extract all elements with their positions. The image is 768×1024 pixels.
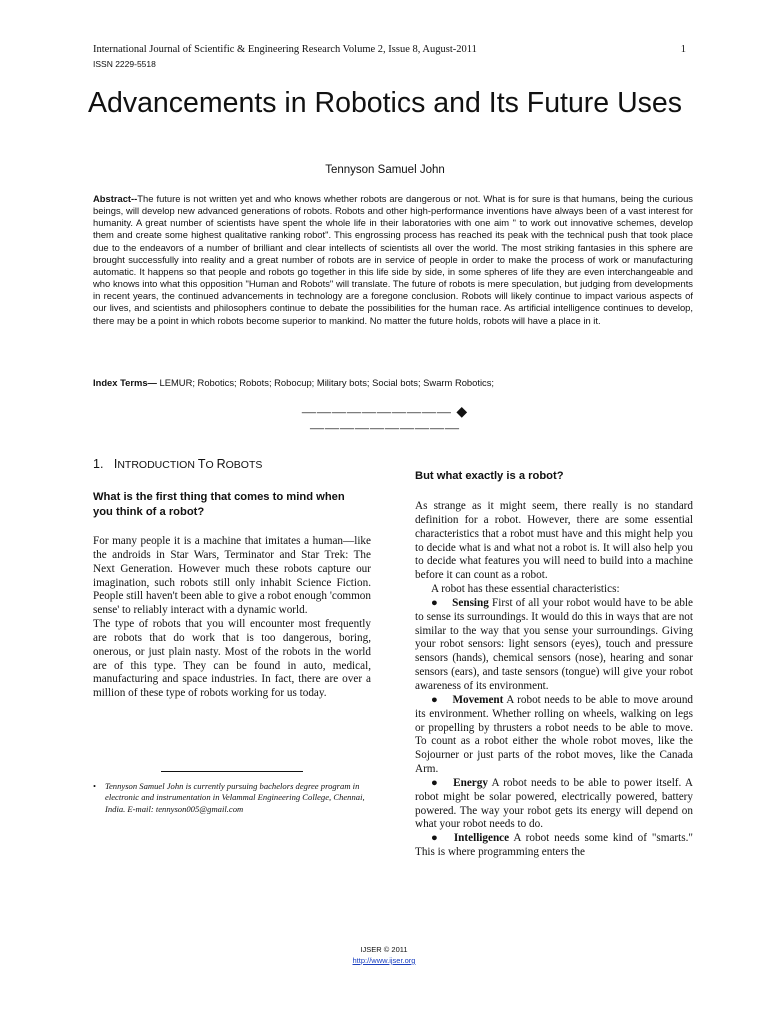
bullet-icon: ● bbox=[431, 832, 440, 845]
list-intro: A robot has these essential characteristics: bbox=[431, 583, 620, 596]
page-number: 1 bbox=[680, 44, 686, 55]
index-terms bbox=[93, 377, 693, 388]
paragraph: As strange as it might seem, there really is no standard definition for a robot. However, there are some essential characteristics that a robot must have and this might help you to decide what is and what not a robot is. It will also help you to decide what features you will need to build into a machine before it can count as a robot. bbox=[415, 500, 693, 582]
section-heading bbox=[93, 457, 262, 471]
copyright: IJSER © 2011 bbox=[360, 945, 408, 954]
list-item-text: A robot needs some kind of "smarts." This is where programming enters the bbox=[415, 832, 693, 859]
section-number: 1. bbox=[93, 457, 104, 471]
section-title-cap: T bbox=[197, 457, 206, 471]
list-item bbox=[415, 694, 693, 777]
section-title-part: OBOTS bbox=[225, 459, 263, 471]
paper-title: Advancements in Robotics and Its Future Uses bbox=[87, 87, 683, 119]
section-title-part: NTRODUCTION bbox=[117, 459, 198, 471]
page-footer bbox=[0, 944, 768, 966]
abstract bbox=[93, 193, 693, 327]
list-item-text: First of all your robot would have to be able to sense its surroundings. It would do this in ways that are not similar to the way that you sense your surroundings. Giving your robot sensors: light sensors (eyes), touch and pressure sensors (hands), chemical sensors (nose), hearing and sonar sensors (ears), and taste sensors (tongue) will give your robot awareness of its environment. bbox=[415, 596, 693, 692]
abstract-text: The future is not written yet and who knows whether robots are dangerous or not. What is for sure is that humans, being the curious beings, will develop new advanced generations of robots. Robots and other high-performance inventions have always been of a vast interest for humanity. A great number of scientists have spent the whole life in their laboratories with one aim " to work out innovative schemes, develop them and create some highest qualitative ranking robot". This engrossing process has reached its peak with the technical push that took place due to the endeavors of a number of brilliant and clear intellects of scientists all over the world. The most striking fantasies in this sphere are brought successfully into reality and a great number of robots are in service of people in order to make the process of work or manufacturing automatic. It happens so that people and robots go together in this life side by side, in some spheres of life they are even interchangeable and who knows into what this opposition "Human and Robots" will translate. The future of robots is mere speculation, but judging from developments in recent years, the continued advancements in technology are a foregone conclusion. Robots will likely continue to impact various aspects of our lives, and scientists and philosophers continue to debate the possibilities for the human race. As artificial intelligence continues to develop, there may be a point in which robots become superior to mankind. No matter the future holds, robots will have a place in it. bbox=[93, 193, 693, 326]
list-item-term: Movement bbox=[452, 693, 504, 706]
list-item-term: Sensing bbox=[452, 596, 489, 609]
paragraph: For many people it is a machine that imitates a human—like the androids in Star Wars, Terminator and Star Trek: The Next Generation. However much these robots capture our imagination, such robots still only inhabit Science Fiction. People still haven't been able to give a robot enough 'common sense' to reliably interact with a dynamic world. bbox=[93, 535, 371, 617]
list-item bbox=[415, 832, 693, 860]
bullet-icon: ● bbox=[431, 596, 439, 609]
section-title-cap: R bbox=[216, 457, 226, 471]
section-title-part: O bbox=[205, 459, 217, 471]
author-footnote bbox=[93, 781, 371, 815]
footnote-bullet-icon: • bbox=[93, 781, 97, 791]
section-title-cap: I bbox=[113, 457, 118, 471]
running-header bbox=[93, 44, 689, 69]
journal-citation: International Journal of Scientific & Engineering Research Volume 2, Issue 8, August-2011 bbox=[93, 44, 477, 55]
index-terms-label: Index Terms— bbox=[93, 377, 157, 388]
list-item bbox=[415, 777, 693, 832]
paragraph: The type of robots that you will encounter most frequently are robots that do work that is too dangerous, boring, onerous, or just plain nasty. Most of the robots in the world are of this type. They can be found in auto, medical, manufacturing and space industries. In fact, there are over a million of these type of robots working for us today. bbox=[93, 618, 371, 700]
list-item bbox=[415, 597, 693, 694]
index-terms-text: LEMUR; Robotics; Robots; Robocup; Military bots; Social bots; Swarm Robotics; bbox=[156, 377, 495, 388]
bullet-icon: ● bbox=[431, 693, 439, 706]
question-heading: What is the first thing that comes to mind when you think of a robot? bbox=[93, 491, 345, 518]
intro-body bbox=[93, 535, 371, 701]
abstract-label: Abstract-- bbox=[93, 193, 138, 204]
list-item-term: Energy bbox=[453, 776, 488, 789]
author-name: Tennyson Samuel John bbox=[325, 164, 445, 176]
robot-definition-body bbox=[415, 500, 693, 860]
section-divider: —————————— ◆ —————————— bbox=[301, 405, 469, 436]
footnote-text: Tennyson Samuel John is currently pursuing bachelors degree program in electronic and instrumentation in Velammal Engineering College, Chennai, India. E-mail: tennyson005@gmail.com bbox=[105, 781, 365, 814]
issn: ISSN 2229-5518 bbox=[93, 59, 156, 69]
footnote-rule bbox=[161, 771, 303, 772]
journal-url-link[interactable]: http://www.ijser.org bbox=[352, 956, 416, 965]
bullet-icon: ● bbox=[431, 776, 440, 789]
list-item-text: A robot needs to be able to move around its environment. Whether rolling on wheels, walking on legs or propelling by thrusters a robot needs to be able to move. To count as a robot either the whole robot moves, like the Sojourner or just parts of the robot moves, like the Canada Arm. bbox=[415, 693, 694, 776]
list-item-term: Intelligence bbox=[453, 832, 510, 845]
question-heading: But what exactly is a robot? bbox=[415, 470, 564, 482]
list-item-text: A robot needs to be able to power itself. A robot might be solar powered, electrically powered, battery powered. The way your robot gets its energy will depend on what your robot needs to do. bbox=[415, 776, 693, 831]
